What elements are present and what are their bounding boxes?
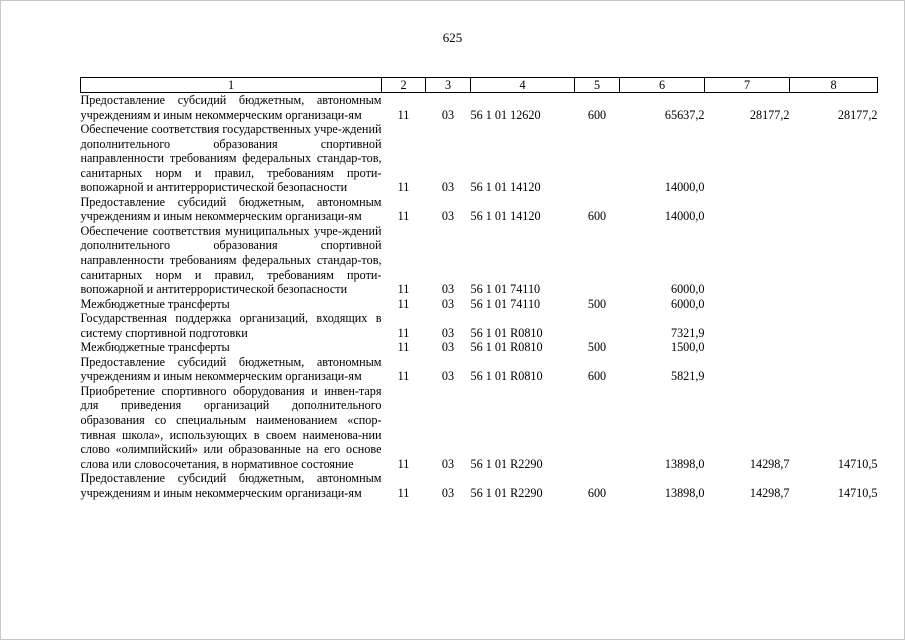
table-row — [81, 93, 878, 123]
row-subsection: 03 — [441, 209, 455, 224]
row-expense-type: 600 — [587, 485, 607, 500]
row-amount-year-1: 14000,0 — [664, 180, 705, 195]
row-section: 11 — [397, 369, 410, 384]
row-section: 11 — [397, 209, 410, 224]
row-subsection: 03 — [441, 180, 455, 195]
row-expense-type: 500 — [587, 340, 607, 355]
table-row — [81, 384, 878, 471]
table-row — [81, 471, 878, 500]
row-description: Обеспечение соответствия муниципальных учре-ждений дополнительного образования спортивной направленности требованиям федеральных стандар-тов, санитарных норм и правил, требованиям проти-вопожарной и антитеррористической безопасности — [80, 223, 382, 297]
row-amount-year-2: 14298,7 — [749, 456, 790, 471]
row-target-article: 56 1 01 14120 — [470, 180, 541, 195]
row-amount-year-3 — [790, 355, 878, 384]
column-header: 7 — [705, 78, 790, 93]
row-section: 11 — [397, 296, 410, 311]
row-description: Предоставление субсидий бюджетным, автономным учреждениям и иным некоммерческим организаци-ям — [80, 471, 382, 500]
row-expense-type — [575, 311, 620, 340]
row-target-article: 56 1 01 12620 — [470, 107, 541, 122]
row-target-article: 56 1 01 R0810 — [470, 369, 543, 384]
row-amount-year-3 — [790, 311, 878, 340]
row-description: Предоставление субсидий бюджетным, автономным учреждениям и иным некоммерческим организаци-ям — [80, 354, 382, 384]
row-target-article: 56 1 01 R2290 — [470, 456, 543, 471]
row-amount-year-1: 5821,9 — [670, 369, 705, 384]
row-expense-type — [575, 384, 620, 471]
row-section: 11 — [397, 485, 410, 500]
column-header: 6 — [620, 78, 705, 93]
row-description: Обеспечение соответствия государственных учре-ждений дополнительного образования спортивной направленности требованиям федеральных стандар-тов, санитарных норм и правил, требованиям проти-вопожарной и антитеррористической безопасности — [80, 122, 382, 195]
row-section: 11 — [397, 180, 410, 195]
row-amount-year-2 — [705, 195, 790, 224]
row-amount-year-1: 6000,0 — [670, 282, 705, 297]
row-amount-year-1: 6000,0 — [670, 296, 705, 311]
page-number: 625 — [442, 30, 463, 45]
row-amount-year-3 — [790, 195, 878, 224]
column-header: 5 — [575, 78, 620, 93]
row-amount-year-3: 14710,5 — [837, 485, 878, 500]
row-subsection: 03 — [441, 107, 455, 122]
row-subsection: 03 — [441, 282, 455, 297]
row-expense-type: 500 — [587, 296, 607, 311]
row-subsection: 03 — [441, 485, 455, 500]
column-header: 3 — [426, 78, 471, 93]
row-amount-year-2 — [705, 355, 790, 384]
row-section: 11 — [397, 282, 410, 297]
column-header: 8 — [790, 78, 878, 93]
column-header: 4 — [471, 78, 575, 93]
row-subsection: 03 — [441, 296, 455, 311]
table-row — [81, 195, 878, 224]
row-subsection: 03 — [441, 340, 455, 355]
row-description: Предоставление субсидий бюджетным, автономным учреждениям и иным некоммерческим организаци-ям — [80, 93, 382, 122]
row-amount-year-2: 28177,2 — [749, 107, 790, 122]
row-target-article: 56 1 01 14120 — [470, 209, 541, 224]
row-subsection: 03 — [441, 456, 455, 471]
row-amount-year-3 — [790, 297, 878, 312]
row-target-article: 56 1 01 R0810 — [470, 325, 543, 340]
row-amount-year-3 — [790, 122, 878, 195]
table-row — [81, 311, 878, 340]
row-target-article: 56 1 01 74110 — [470, 296, 541, 311]
table-row — [81, 122, 878, 195]
row-expense-type — [575, 224, 620, 297]
row-amount-year-1: 65637,2 — [664, 107, 705, 122]
row-target-article: 56 1 01 R2290 — [470, 485, 543, 500]
table-row — [81, 224, 878, 297]
row-target-article: 56 1 01 R0810 — [470, 340, 543, 355]
row-amount-year-1: 14000,0 — [664, 209, 705, 224]
row-amount-year-3: 28177,2 — [837, 107, 878, 122]
row-description: Межбюджетные трансферты — [80, 296, 230, 311]
row-amount-year-3: 14710,5 — [837, 456, 878, 471]
row-expense-type: 600 — [587, 209, 607, 224]
row-amount-year-2 — [705, 340, 790, 355]
row-amount-year-1: 13898,0 — [664, 456, 705, 471]
row-amount-year-3 — [790, 224, 878, 297]
row-amount-year-1: 13898,0 — [664, 485, 705, 500]
row-amount-year-2 — [705, 224, 790, 297]
row-section: 11 — [397, 340, 410, 355]
row-subsection: 03 — [441, 325, 455, 340]
row-amount-year-2 — [705, 297, 790, 312]
row-amount-year-2 — [705, 311, 790, 340]
row-description: Государственная поддержка организаций, входящих в систему спортивной подготовки — [80, 311, 382, 340]
row-section: 11 — [397, 456, 410, 471]
table-row — [81, 340, 878, 355]
column-header: 1 — [81, 78, 382, 93]
row-amount-year-2 — [705, 122, 790, 195]
row-amount-year-1: 7321,9 — [670, 325, 705, 340]
row-target-article: 56 1 01 74110 — [470, 282, 541, 297]
row-amount-year-3 — [790, 340, 878, 355]
row-expense-type: 600 — [587, 369, 607, 384]
row-expense-type — [575, 122, 620, 195]
row-description: Приобретение спортивного оборудования и инвен-таря для приведения организаций дополнительного образования со специальным наименованием «спор-тивная школа», использующих в своем наименова-нии слово «олимпийский» или образованные на его основе слова или словосочетания, в нормативное состояние — [80, 383, 382, 471]
column-header: 2 — [382, 78, 426, 93]
row-expense-type: 600 — [587, 107, 607, 122]
row-amount-year-2: 14298,7 — [749, 485, 790, 500]
row-description: Предоставление субсидий бюджетным, автономным учреждениям и иным некоммерческим организаци-ям — [80, 194, 382, 224]
header-row — [81, 78, 878, 93]
row-section: 11 — [397, 107, 410, 122]
row-amount-year-1: 1500,0 — [670, 340, 705, 355]
row-description: Межбюджетные трансферты — [80, 340, 230, 355]
budget-table — [80, 77, 878, 500]
table-row — [81, 297, 878, 312]
row-section: 11 — [397, 325, 410, 340]
table-row — [81, 355, 878, 384]
row-subsection: 03 — [441, 369, 455, 384]
